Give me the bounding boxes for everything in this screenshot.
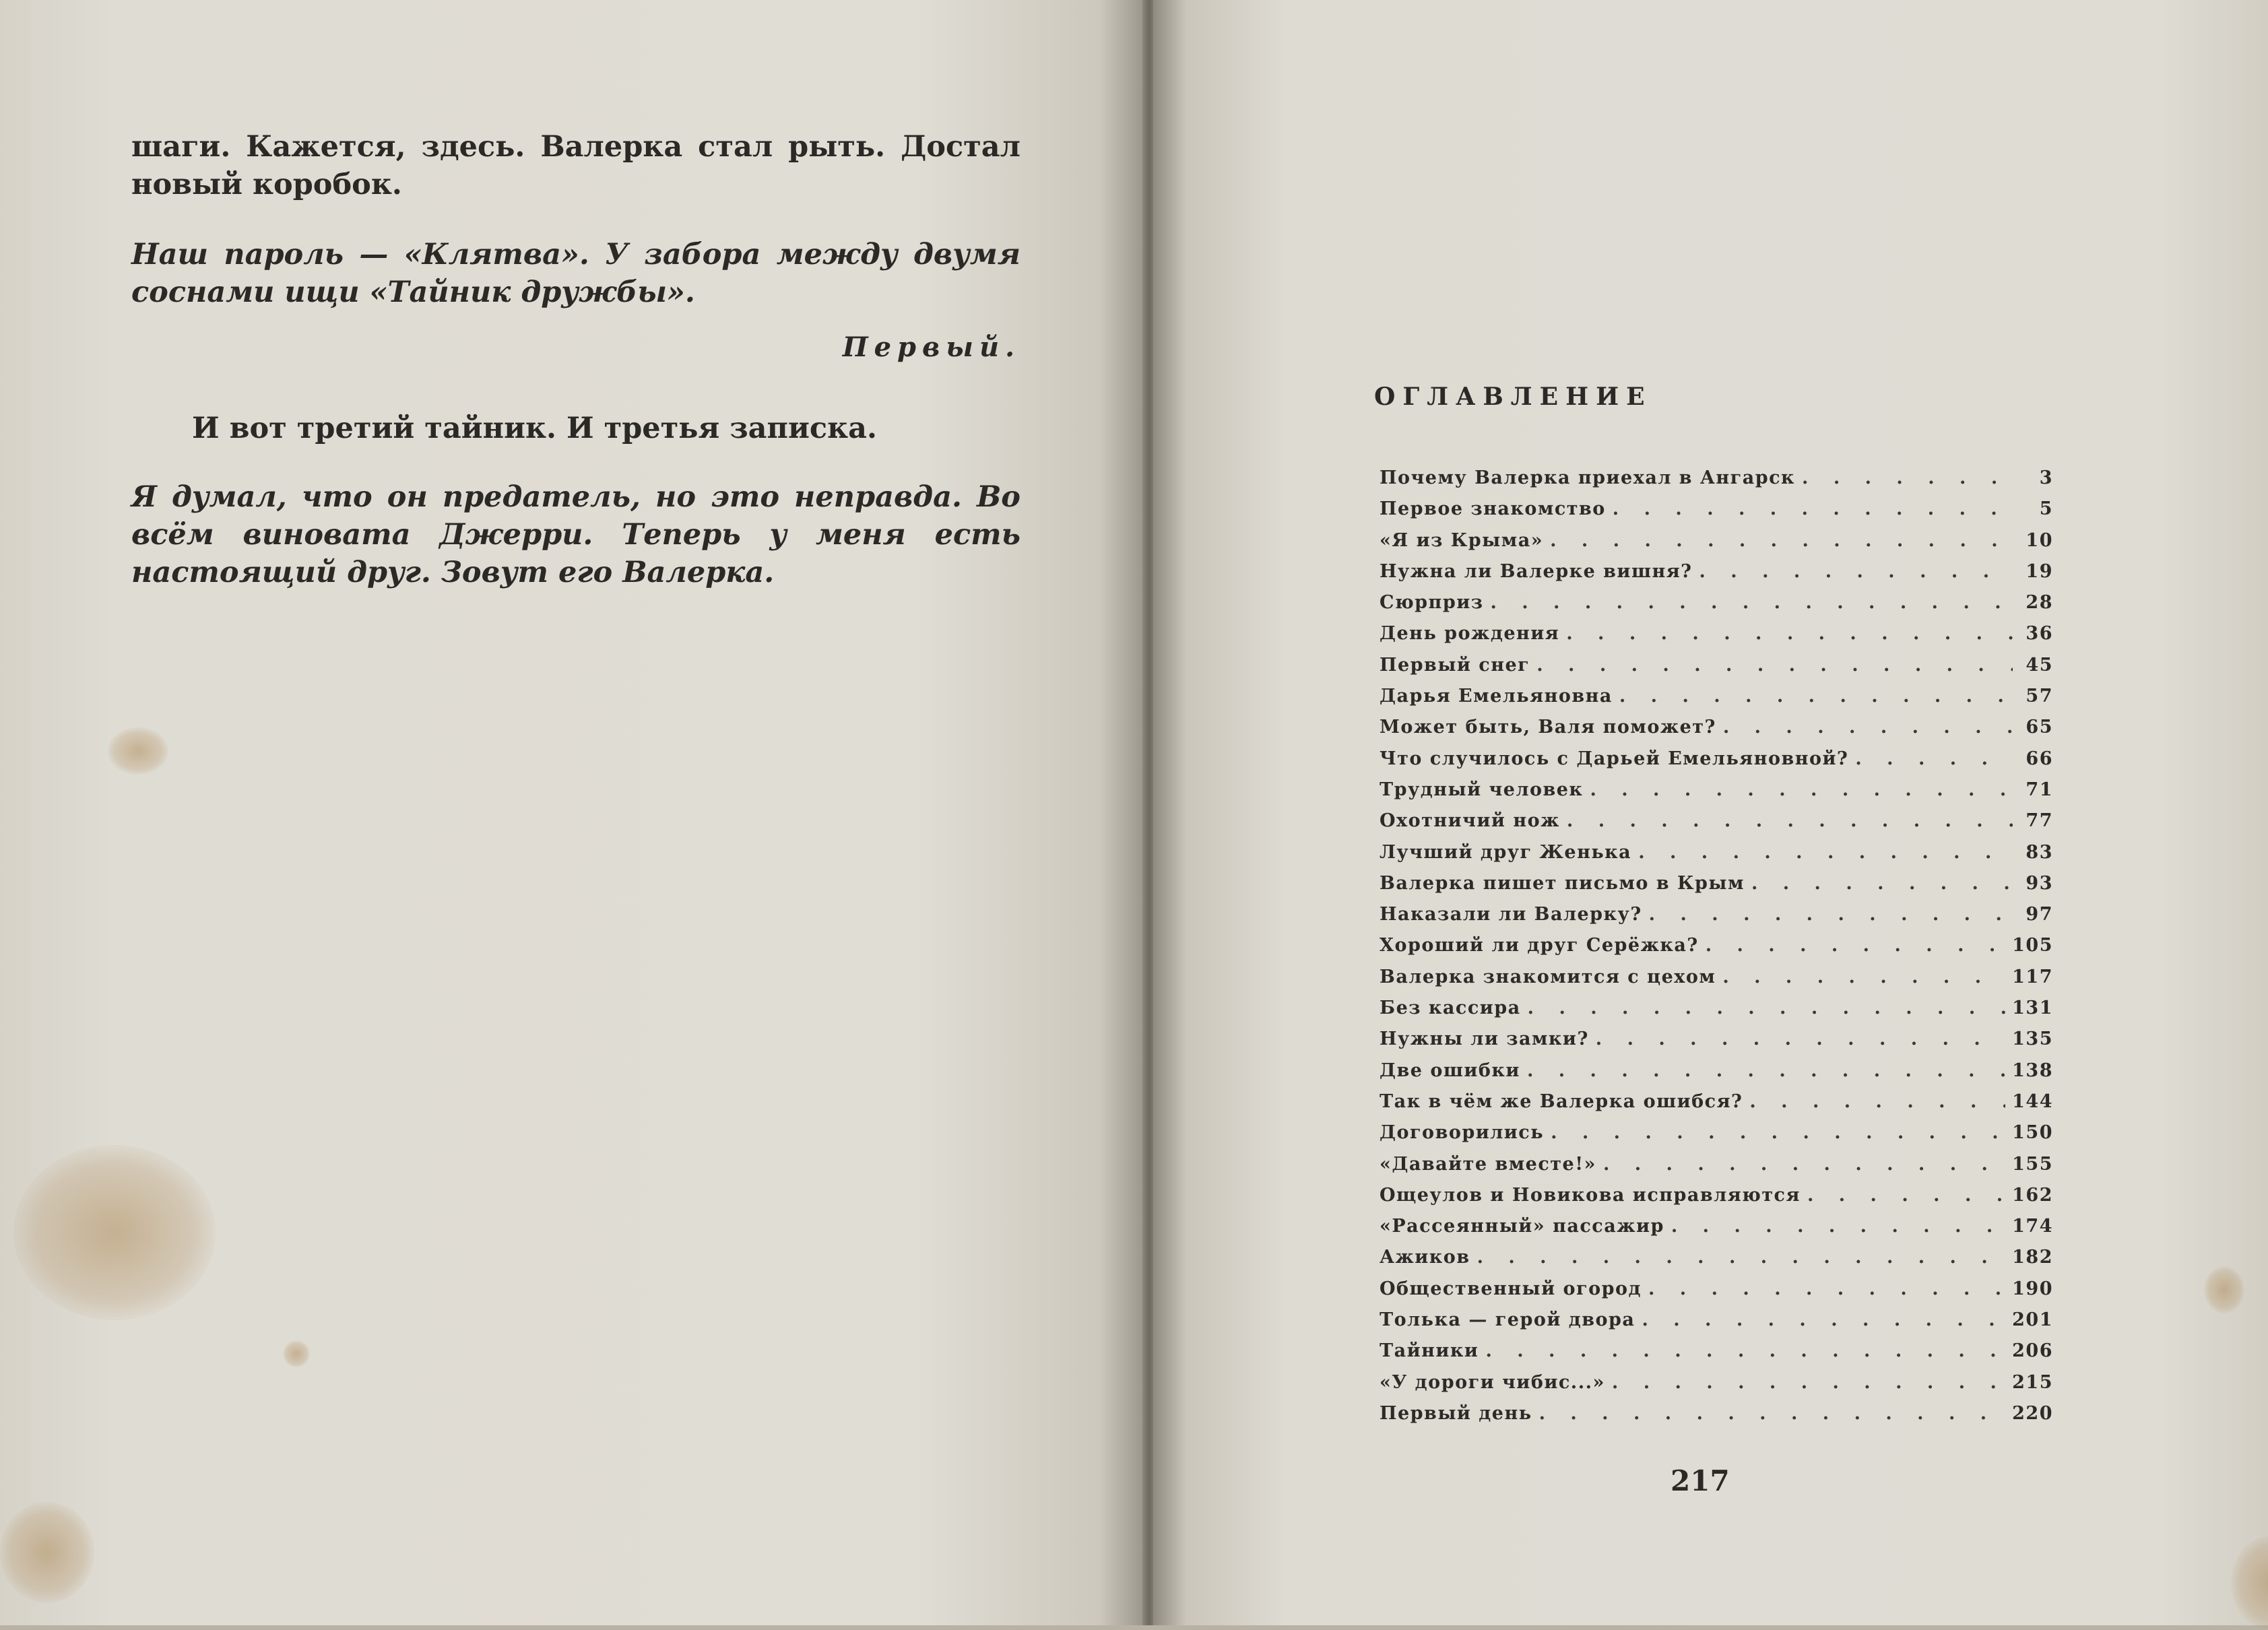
toc-entry-title: Без кассира [1380, 998, 1521, 1019]
toc-leader-dots [1619, 686, 2013, 707]
toc-title: ОГЛАВЛЕНИЕ [1374, 383, 1652, 411]
toc-leader-dots [1490, 592, 2013, 613]
toc-entry-page: 215 [2012, 1371, 2053, 1393]
toc-entry-page: 220 [2012, 1402, 2053, 1424]
toc-entry-page: 45 [2026, 654, 2053, 676]
toc-leader-dots [1613, 498, 2013, 519]
toc-leader-dots [1566, 623, 2013, 644]
toc-entry [1380, 1122, 2053, 1153]
toc-leader-dots [1638, 842, 2013, 863]
toc-entry-page: 97 [2026, 904, 2053, 925]
toc-entry [1380, 655, 2053, 686]
toc-leader-dots [1722, 967, 2005, 987]
toc-entry-page: 105 [2012, 935, 2053, 956]
toc-entry-title: Ажиков [1380, 1247, 1470, 1268]
toc-leader-dots [1671, 1216, 2005, 1237]
toc-entry-page: 117 [2012, 966, 2053, 987]
toc-leader-dots [1528, 998, 2005, 1018]
toc-entry [1380, 623, 2053, 654]
toc-entry-title: Охотничий нож [1380, 810, 1560, 832]
toc-entry-title: Что случилось с Дарьей Емельяновной? [1380, 748, 1849, 769]
toc-entry [1380, 1029, 2053, 1060]
page-number: 217 [1671, 1464, 1730, 1497]
toc-entry-title: «Я из Крыма» [1380, 529, 1544, 551]
toc-leader-dots [1477, 1247, 2006, 1268]
table-of-contents [1380, 467, 2053, 1434]
toc-entry-title: Первый день [1380, 1402, 1532, 1424]
toc-entry [1380, 967, 2053, 998]
toc-entry-page: 135 [2012, 1029, 2053, 1050]
toc-entry-page: 10 [2026, 529, 2053, 551]
toc-entry [1380, 1216, 2053, 1247]
toc-leader-dots [1551, 1122, 2005, 1143]
toc-leader-dots [1807, 1185, 2005, 1206]
toc-entry [1380, 1060, 2053, 1091]
toc-leader-dots [1699, 561, 2013, 582]
toc-entry-title: Лучший друг Женька [1380, 841, 1632, 863]
toc-entry [1380, 467, 2053, 498]
toc-entry [1380, 1278, 2053, 1309]
toc-entry-title: «Давайте вместе!» [1380, 1153, 1596, 1175]
toc-entry-title: Договорились [1380, 1122, 1545, 1144]
toc-entry [1380, 1185, 2053, 1216]
toc-entry-page: 182 [2012, 1247, 2053, 1268]
toc-entry-page: 155 [2012, 1153, 2053, 1175]
toc-entry-title: Почему Валерка приехал в Ангарск [1380, 467, 1796, 488]
toc-leader-dots [1649, 904, 2013, 925]
toc-leader-dots [1648, 1278, 2005, 1299]
toc-entry [1380, 592, 2053, 623]
toc-entry-title: «У дороги чибис...» [1380, 1371, 1605, 1393]
toc-leader-dots [1603, 1154, 2005, 1175]
toc-entry [1380, 686, 2053, 717]
toc-entry [1380, 1372, 2053, 1403]
toc-entry-title: Трудный человек [1380, 779, 1584, 800]
toc-entry-title: Первое знакомство [1380, 498, 1606, 520]
toc-entry-title: Валерка знакомится с цехом [1380, 966, 1716, 987]
toc-entry [1380, 498, 2053, 529]
toc-entry [1380, 717, 2053, 748]
toc-entry [1380, 998, 2053, 1029]
toc-entry [1380, 810, 2053, 841]
toc-entry-title: Валерка пишет письмо в Крым [1380, 872, 1745, 894]
toc-entry-title: Наказали ли Валерку? [1380, 904, 1642, 925]
toc-entry-page: 66 [2026, 748, 2053, 769]
toc-leader-dots [1723, 717, 2013, 738]
toc-entry-title: Первый снег [1380, 654, 1530, 676]
toc-leader-dots [1802, 467, 2013, 488]
toc-entry [1380, 1403, 2053, 1434]
toc-entry [1380, 561, 2053, 592]
toc-entry-page: 57 [2026, 686, 2053, 707]
toc-entry-page: 3 [2039, 467, 2053, 488]
toc-entry-title: Две ошибки [1380, 1060, 1520, 1081]
toc-entry [1380, 904, 2053, 935]
toc-entry-page: 190 [2012, 1278, 2053, 1299]
toc-entry-page: 77 [2026, 810, 2053, 832]
toc-entry-page: 5 [2039, 498, 2053, 520]
toc-entry-title: Толька — герой двора [1380, 1309, 1635, 1331]
signature: Первый. [842, 331, 1020, 363]
toc-entry-title: Хороший ли друг Серёжка? [1380, 935, 1699, 956]
toc-entry-title: Дарья Емельяновна [1380, 686, 1613, 707]
toc-leader-dots [1749, 1091, 2005, 1112]
paragraph: шаги. Кажется, здесь. Валерка стал рыть. Достал новый коробок. [131, 130, 1020, 201]
toc-leader-dots [1550, 530, 2013, 551]
stain [283, 1340, 310, 1367]
toc-entry-page: 206 [2012, 1340, 2053, 1362]
note-text: Я думал, что он предатель, но это неправда. Во всём виновата Джерри. Теперь у меня есть настоящий друг. Зовут его Валерка. [131, 480, 1020, 589]
toc-entry-page: 71 [2026, 779, 2053, 800]
toc-entry [1380, 1154, 2053, 1185]
toc-entry-page: 201 [2012, 1309, 2053, 1331]
toc-leader-dots [1642, 1309, 2005, 1330]
paragraph: И вот третий тайник. И третья записка. [192, 412, 877, 445]
toc-entry-page: 93 [2026, 872, 2053, 894]
toc-entry [1380, 1091, 2053, 1122]
toc-entry-title: Общественный огород [1380, 1278, 1642, 1299]
stain [2204, 1266, 2244, 1313]
toc-entry-title: Тайники [1380, 1340, 1479, 1362]
toc-leader-dots [1612, 1372, 2005, 1393]
toc-leader-dots [1590, 779, 2013, 800]
toc-entry-page: 65 [2026, 717, 2053, 738]
stain [0, 1502, 94, 1603]
toc-leader-dots [1567, 810, 2013, 831]
toc-entry-page: 138 [2012, 1060, 2053, 1081]
toc-leader-dots [1706, 935, 2005, 956]
toc-entry-page: 28 [2026, 592, 2053, 614]
toc-leader-dots [1751, 873, 2013, 894]
stain [13, 1145, 216, 1320]
toc-entry [1380, 935, 2053, 966]
toc-entry [1380, 779, 2053, 810]
toc-entry-page: 19 [2026, 560, 2053, 582]
stain [108, 727, 168, 775]
toc-entry-page: 150 [2012, 1122, 2053, 1144]
toc-entry-title: День рождения [1380, 623, 1560, 645]
toc-entry-title: Ощеулов и Новикова исправляются [1380, 1184, 1801, 1206]
toc-entry-title: Может быть, Валя поможет? [1380, 717, 1716, 738]
toc-entry [1380, 1340, 2053, 1371]
toc-entry [1380, 748, 2053, 779]
toc-entry-title: Нужны ли замки? [1380, 1029, 1589, 1050]
toc-entry-title: Сюрприз [1380, 592, 1484, 614]
toc-entry-page: 162 [2012, 1184, 2053, 1206]
toc-entry [1380, 873, 2053, 904]
toc-leader-dots [1855, 748, 2013, 769]
toc-leader-dots [1485, 1340, 2005, 1361]
toc-leader-dots [1596, 1029, 2005, 1049]
toc-entry-title: Так в чём же Валерка ошибся? [1380, 1090, 1743, 1112]
stain [2231, 1536, 2268, 1630]
toc-entry-page: 144 [2012, 1090, 2053, 1112]
toc-entry-page: 36 [2026, 623, 2053, 645]
note-text: Наш пароль — «Клятва». У забора между двумя соснами ищи «Тайник дружбы». [131, 238, 1020, 309]
toc-entry [1380, 1247, 2053, 1278]
toc-entry-title: «Рассеянный» пассажир [1380, 1216, 1664, 1237]
toc-entry [1380, 842, 2053, 873]
toc-leader-dots [1527, 1060, 2005, 1081]
toc-entry-page: 131 [2012, 998, 2053, 1019]
toc-entry-title: Нужна ли Валерке вишня? [1380, 560, 1693, 582]
toc-entry [1380, 1309, 2053, 1340]
toc-entry [1380, 530, 2053, 561]
toc-entry-page: 174 [2012, 1216, 2053, 1237]
toc-entry-page: 83 [2026, 841, 2053, 863]
toc-leader-dots [1539, 1403, 2006, 1424]
toc-leader-dots [1536, 655, 2013, 676]
